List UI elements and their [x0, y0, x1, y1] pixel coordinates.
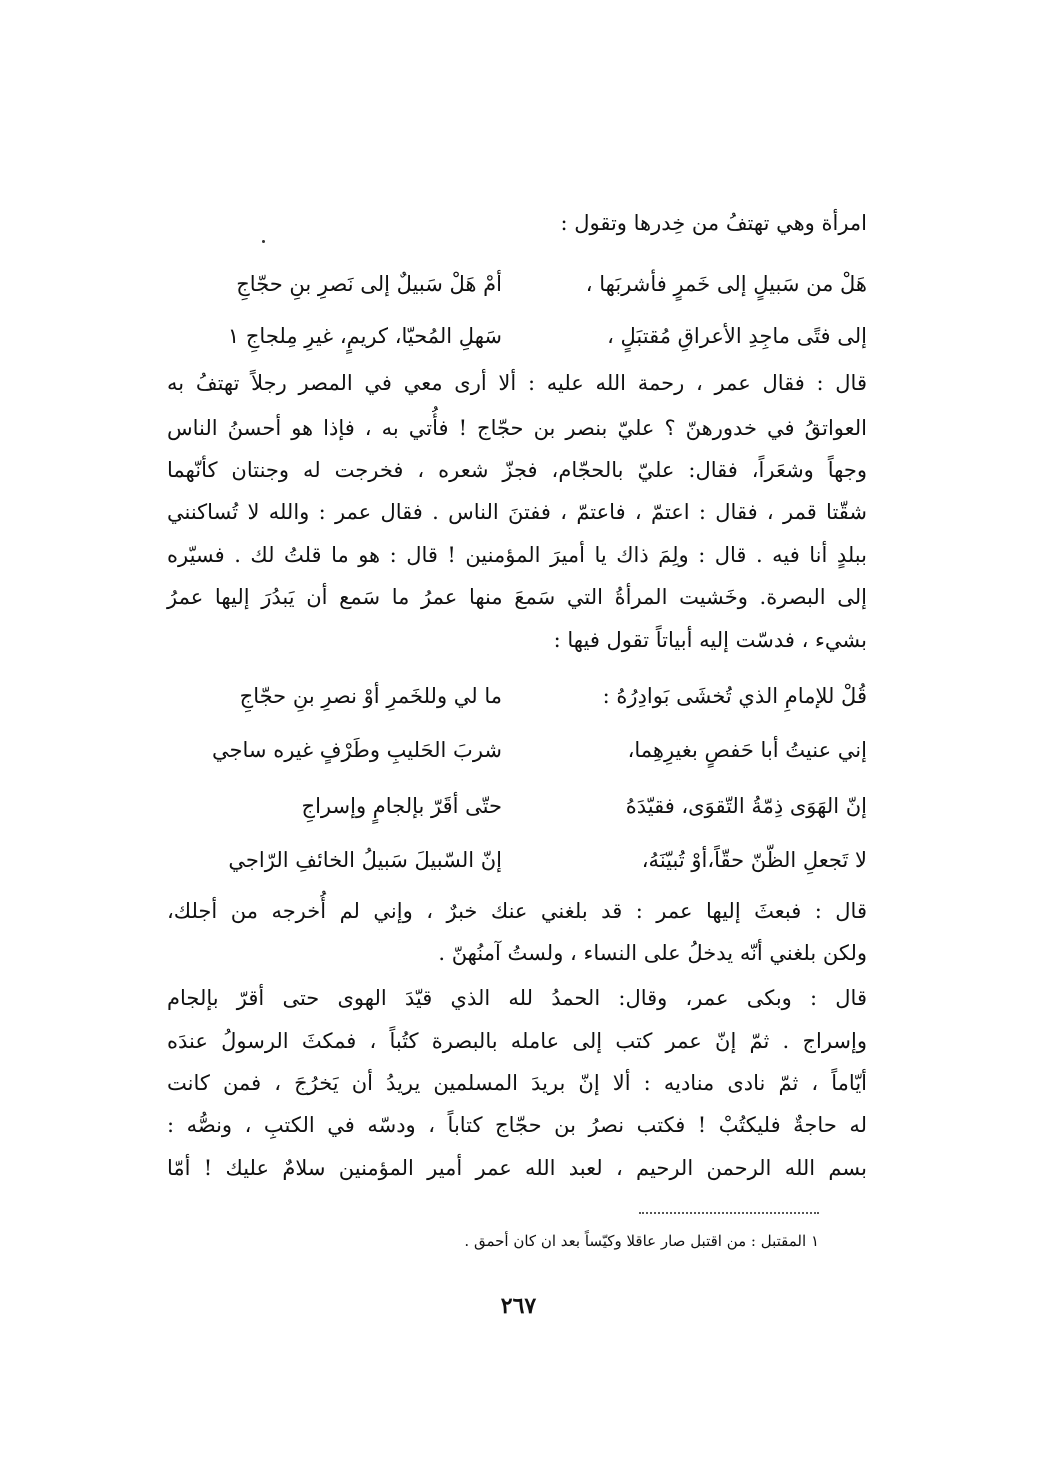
verse-line [167, 734, 867, 766]
print-speck [262, 240, 265, 243]
paragraph-line: وجهاً وشعَراً، فقال: عليّ بالحجّام، فجزّ شعره ، فخرجت له وجنتان كأنّهما [167, 458, 867, 482]
paragraph-line: ببلدٍ أنا فيه . قال : ولِمَ ذاك يا أميرَ المؤمنين ! قال : هو ما قلتُ لك . فسيّره [167, 543, 867, 567]
paragraph-line: قال : فبعثَ إليها عمر : قد بلغني عنك خبرٌ ، وإني لم أُخرجه من أجلك، [167, 899, 867, 923]
paragraph-line: بشيء ، فدسّت إليه أبياتاً تقول فيها : [553, 628, 867, 652]
footnote-separator [639, 1212, 819, 1214]
verse-first-hemistich: قُلْ للإمامِ الذي تُخشَى بَوادِرُهُ : [602, 684, 867, 708]
verse-second-hemistich: ما لي وللخَمرِ أوْ نصرِ بنِ حجّاجِ [239, 684, 502, 708]
verse-second-hemistich: إنّ السّبيلَ سَبيلُ الخائفِ الرّاجي [228, 848, 502, 872]
paragraph-line: إلى البصرة. وخَشيت المرأةُ التي سَمعَ منها عمرُ ما سَمع أن يَبدُرَ إليها عمرُ [167, 585, 867, 609]
paragraph-line: قال : فقال عمر ، رحمة الله عليه : ألا أرى معي في المصر رجلاً تهتفُ به [167, 371, 867, 395]
paragraph-line: قال : وبكى عمر، وقال: الحمدُ لله الذي قيّدَ الهوى حتى أقرّ بإلجام [167, 986, 867, 1010]
verse-first-hemistich: لا تَجعلِ الظّنّ حقّاً،أوْ تُبيّنَهُ، [641, 848, 867, 872]
verse-line [167, 268, 867, 300]
verse-second-hemistich: شربَ الحَليبِ وطَرْفٍ غيره ساجي [212, 738, 502, 762]
intro-line: امرأة وهي تهتفُ من خِدرها وتقول : [560, 211, 867, 235]
verse-second-hemistich: سَهلِ المُحيّا، كريمٍ، غيرِ مِلجاجِ ١ [227, 324, 502, 348]
verse-first-hemistich: إني عنيتُ أبا حَفصٍ بغيرِهِما، [627, 738, 867, 762]
paragraph-line: له حاجةٌ فليكتُبْ ! فكتب نصرُ بن حجّاج كتاباً ، ودسّه في الكتبِ ، ونصُّه : [167, 1113, 867, 1137]
verse-line [167, 844, 867, 876]
verse-line [167, 320, 867, 352]
verse-first-hemistich: هَلْ من سَبيلٍ إلى خَمرٍ فأشربَها ، [585, 272, 867, 296]
page-number: ٢٦٧ [500, 1293, 537, 1319]
paragraph-line: العواتقُ في خدورهنّ ؟ عليّ بنصر بن حجّاج ! فأُتي به ، فإذا هو أحسنُ الناس [167, 416, 867, 440]
footnote: ١ المقتبل : من اقتبل صار عاقلا وكيّساً بعد ان كان أحمق . [464, 1232, 819, 1250]
paragraph-line: شقّتا قمر ، فقال : اعتمّ ، فاعتمّ ، ففتنَ الناس . فقال عمر : والله لا تُساكنني [167, 500, 867, 524]
verse-first-hemistich: إلى فتًى ماجِدِ الأعراقِ مُقتبَلٍ ، [607, 324, 867, 348]
verse-first-hemistich: إنّ الهَوَى ذِمّةُ التّقوَى، فقيّدَهُ [625, 794, 867, 818]
verse-line [167, 680, 867, 712]
verse-line [167, 790, 867, 822]
paragraph-line: ولكن بلغني أنّه يدخلُ على النساء ، ولستُ آمنُهنّ . [438, 941, 867, 965]
paragraph-line: أيّاماً ، ثمّ نادى مناديه : ألا إنّ بريدَ المسلمين يريدُ أن يَخرُجَ ، فمن كانت [167, 1071, 867, 1095]
paragraph-line: وإسراج . ثمّ إنّ عمر كتب إلى عامله بالبصرة كتُباً ، فمكثَ الرسولُ عندَه [167, 1029, 867, 1053]
verse-second-hemistich: حتّى أقَرّ بإلجامٍ وإسراجِ [301, 794, 502, 818]
verse-second-hemistich: أمْ هَلْ سَبيلٌ إلى نَصرِ بنِ حجّاجِ [236, 272, 502, 296]
paragraph-line: بسم الله الرحمن الرحيم ، لعبد الله عمر أمير المؤمنين سلامٌ عليك ! أمّا [167, 1156, 867, 1180]
